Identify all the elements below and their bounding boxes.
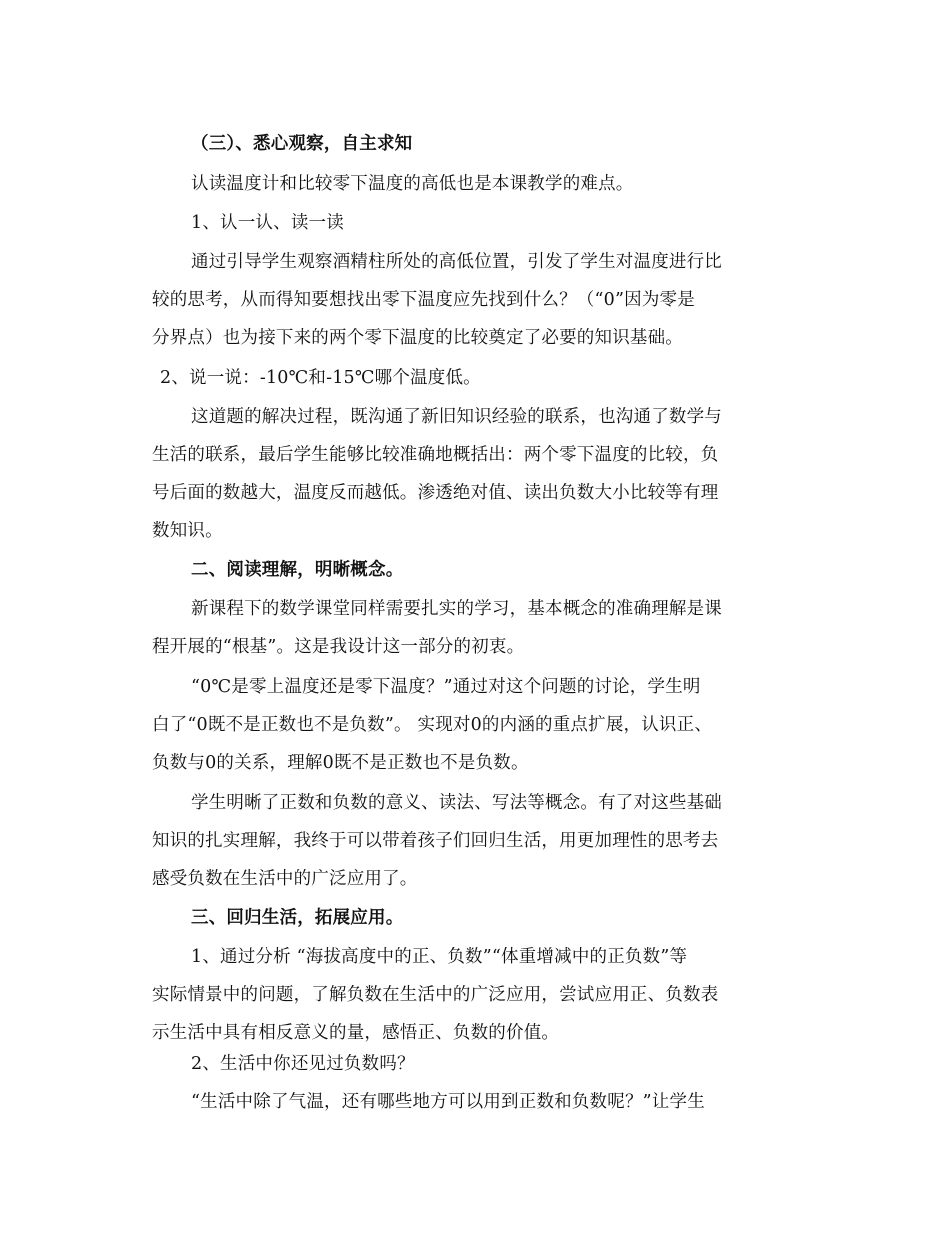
- paragraph-line: 实际情景中的问题，了解负数在生活中的广泛应用，尝试应用正、负数表: [152, 985, 719, 1005]
- paragraph-line: 号后面的数越大，温度反而越低。渗透绝对值、读出负数大小比较等有理: [152, 483, 719, 503]
- paragraph-line: 1、通过分析 “海拔高度中的正、负数”“体重增减中的正负数”等: [191, 947, 688, 967]
- section-heading-observe: （三）、悉心观察，自主求知: [191, 134, 413, 154]
- subheading-say: 2、说一说：-10℃和-15℃哪个温度低。: [160, 368, 481, 388]
- paragraph-line: 新课程下的数学课堂同样需要扎实的学习，基本概念的准确理解是课: [191, 599, 722, 619]
- paragraph-line: 白了“0既不是正数也不是负数”。 实现对0的内涵的重点扩展，认识正、: [152, 715, 713, 735]
- paragraph-line: 通过引导学生观察酒精柱所处的高低位置，引发了学生对温度进行比: [191, 252, 722, 272]
- section-heading-concepts: 二、阅读理解，明晰概念。: [191, 560, 404, 580]
- paragraph-line: 程开展的“根基”。这是我设计这一部分的初衷。: [152, 637, 525, 657]
- paragraph-line: 示生活中具有相反意义的量，感悟正、负数的价值。: [152, 1023, 560, 1043]
- paragraph-line: 分界点）也为接下来的两个零下温度的比较奠定了必要的知识基础。: [152, 328, 683, 348]
- paragraph-line: 感受负数在生活中的广泛应用了。: [152, 869, 418, 889]
- paragraph-line: “生活中除了气温，还有哪些地方可以用到正数和负数呢？”让学生: [191, 1092, 705, 1112]
- paragraph-line: 这道题的解决过程，既沟通了新旧知识经验的联系，也沟通了数学与: [191, 407, 722, 427]
- paragraph-line: 学生明晰了正数和负数的意义、读法、写法等概念。有了对这些基础: [191, 793, 722, 813]
- paragraph-line: 较的思考，从而得知要想找出零下温度应先找到什么？（“0”因为零是: [152, 290, 695, 310]
- paragraph-line: 知识的扎实理解，我终于可以带着孩子们回归生活，用更加理性的思考去: [152, 831, 719, 851]
- paragraph-line: 认读温度计和比较零下温度的高低也是本课教学的难点。: [191, 174, 634, 194]
- paragraph-line: “0℃是零上温度还是零下温度？”通过对这个问题的讨论，学生明: [191, 677, 701, 697]
- subheading-read: 1、认一认、读一读: [191, 213, 344, 233]
- paragraph-line: 数知识。: [152, 521, 223, 541]
- paragraph-line: 负数与0的关系，理解0既不是正数也不是负数。: [152, 753, 529, 773]
- paragraph-line: 生活的联系，最后学生能够比较准确地概括出：两个零下温度的比较，负: [152, 445, 719, 465]
- section-heading-apply: 三、回归生活，拓展应用。: [191, 908, 404, 928]
- subheading-negative-numbers: 2、生活中你还见过负数吗？: [191, 1054, 415, 1074]
